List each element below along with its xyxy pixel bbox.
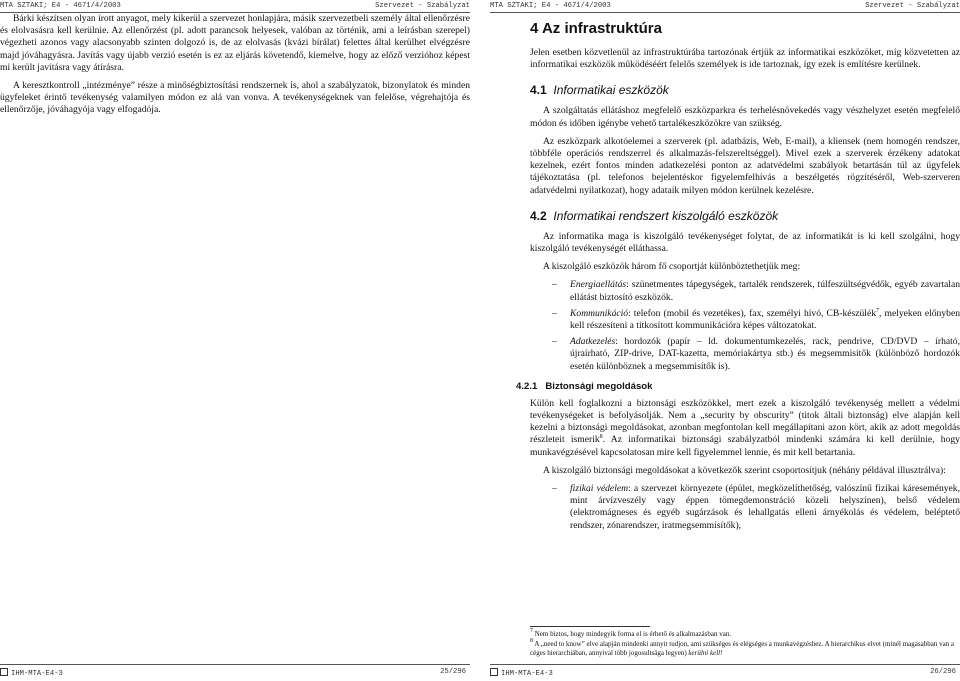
paragraph: Jelen esetben közvetlenül az infrastruktúrába tartozónak értjük az informatikai eszközöket, míg közvetetten az informatikai eszközök működéséért felelős személyek is ide tartoznak, így ezek is említésre kerülnek.	[530, 47, 960, 71]
running-header	[0, 2, 470, 13]
left-page	[0, 0, 470, 681]
list-item: – Adatkezelés: hordozók (papír – ld. dokumentumkezelés, rack, pendrive, CD/DVD – írható, újraírható, ZIP-drive, DAT-kazetta, memóriakártya stb.) és megsemmisítők (különböző hordozók esetén különböznek a megsemmisítők is).	[552, 336, 960, 372]
paragraph: A kiszolgáló eszközök három fő csoportját különböztethetjük meg:	[543, 261, 801, 273]
page-body	[516, 16, 960, 538]
subsection-heading	[516, 381, 960, 392]
security-list	[530, 483, 960, 532]
section-heading	[530, 83, 960, 97]
header-right: Szervezet - Szabályzat	[865, 2, 960, 10]
running-header	[490, 2, 960, 13]
footnote-ref[interactable]: 7	[876, 307, 880, 314]
footer-left: IHM-MTA-E4-3	[11, 670, 63, 678]
footer-left: IHM-MTA-E4-3	[501, 670, 553, 678]
chapter-title: 4 Az infrastruktúra	[530, 20, 662, 37]
page-footer	[490, 664, 960, 679]
dash-bullet-icon: –	[552, 483, 557, 495]
list-item: – Energiaellátás: szünetmentes tápegységek, tartalék rendszerek, túlfeszültségvédők, egyéb zavartalan ellátást biztosító eszközök.	[552, 279, 960, 303]
section-title: Informatikai eszközök	[553, 83, 669, 98]
page-body	[0, 13, 470, 123]
paragraph: A keresztkontroll „intézménye” része a minőségbiztosítási rendszernek is, ahol a szabályzatok, bizonylatok és minden ügyfeleket érintő tevékenység valamilyen módon ez alá van vonva. A tevékenységeknek van felelőse, végrehajtója és ellenőrzője, jóváhagyója vagy elfogadója.	[0, 80, 470, 116]
section-number: 4.2	[530, 208, 547, 223]
footer-box-icon	[490, 668, 498, 676]
device-group-list	[530, 279, 960, 372]
dash-bullet-icon: –	[552, 336, 557, 348]
header-left: MTA SZTAKI; E4 - 4671/4/2003	[490, 2, 611, 10]
right-page	[490, 0, 960, 681]
paragraph: Külön kell foglalkozni a biztonsági eszközökkel, mert ezek a kiszolgáló tevékenység mellett a védelmi tevékenységeket is befolyásolják. Nem a „security by obscurity” (titok általi biztonság) elve alapján kell kezelni a biztonsági megoldásokat, azonban megfontolan kell megállapítani azon kört, akik az adott megoldás részleteit ismerik$^8$. Az informatikai biztonsági szabályzatból mindenki számára ki kell derülnie, hogy munkavégzésével kapcsolatosan mire kell figyelemmel lennie, és mit kell betartania.	[530, 397, 960, 458]
paragraph: A szolgáltatás ellátáshoz megfelelő eszközparkra és terhelésnövekedés vagy vészhelyzet esetén megfelelő módon és időben igénybe vehető tartalékeszközökre van szükség.	[530, 105, 960, 129]
paragraph: Az eszközpark alkotóelemei a szerverek (pl. adatbázis, Web, E-mail), a kliensek (nem homogén rendszer, többféle operációs rendszerrel és alkalmazás-felszereltséggel). Mivel ezek a szerverek érzékeny adatokat kezelnek, ezért fontos minden adatkezelési ponton az adatvédelmi szabályok betartásán túl az ügyfelek tájékoztatása (pl. telefonos bejelentéskor figyelemfelhívás a beszélgetés rögzítéséről, Web-szerveren adatvédelmi nyilatkozat), hogy adataik milyen módon kerülnek kezelésre.	[530, 135, 960, 196]
subsection-number: 4.2.1	[516, 380, 538, 392]
section-heading	[530, 209, 960, 223]
footnote: $^7$ Nem biztos, hogy mindegyik forma el is érhető és alkalmazásban van.	[530, 628, 732, 638]
paragraph: A kiszolgáló biztonsági megoldásokat a következők szerint csoportosítjuk (néhány példával illusztrálva):	[543, 464, 946, 476]
dash-bullet-icon: –	[552, 307, 557, 319]
paragraph: Bárki készítsen olyan írott anyagot, mely kikerül a szervezet honlapjára, másik szervezetbeli személy által ellenőrzésre és elolvasásra kell kerülnie. Az ellenőrzést (pl. adott parancsok helyesek, valóban az történik, ami a leírásban szerepel) végezheti azonos vagy alacsonyabb szinten dolgozó is, de az elolvasás (kvázi bírálat) felettes által kerülhet elvégzésre majd jóváhagyásra. Javítás vagy újabb verzió esetén is ez az eljárás követendő, kiemelve, hogy az előző verzióhoz képest mi került javításra vagy átírásra.	[0, 13, 470, 73]
list-item: – Kommunikáció: telefon (mobil és vezetékes), fax, személyi hívó, CB-készülék$^7$, melyeken előnyben kell részesíteni a titkosított kommunikációra képes változatokat.	[552, 307, 960, 332]
footer-box-icon	[0, 668, 8, 676]
dash-bullet-icon: –	[552, 279, 557, 291]
subsection-title: Biztonsági megoldások	[545, 380, 653, 392]
paragraph: Az informatika maga is kiszolgáló tevékenységet folytat, de az informatikát is ki kell szolgálni, hogy kiszolgáló tevékenységét elláthassa.	[530, 230, 960, 255]
list-item: – fizikai védelem: a szervezet környezete (épület, megközelíthetőség, valószínű fizikai káresemények, mint árvízveszély vagy éppen tömegdemonstráció közeli helyszínen), belső védelem (elektromágneses és egyéb sugárzások és lehallgatás elleni árnyékolás és védelem, beléptető rendszer, zónarendszer, iratmegsemmisítők),	[552, 483, 960, 531]
header-left: MTA SZTAKI; E4 - 4671/4/2003	[0, 2, 121, 10]
page-number: 26/296	[930, 668, 956, 676]
section-title: Informatikai rendszert kiszolgáló eszközök	[553, 208, 779, 223]
page-number: 25/296	[440, 668, 466, 676]
footnote-ref[interactable]: 8	[599, 434, 603, 441]
section-number: 4.1	[530, 83, 547, 98]
header-right: Szervezet - Szabályzat	[375, 2, 470, 10]
footnote-rule	[530, 626, 650, 627]
footnote: $^8$ A „need to know” elve alapján mindenki annyit tudjon, ami szükséges és elégséges a munkavégzéshez. A hierarchikus elvet (minél magasabban van a céges hierarchiában, annyival több jogosultsága legyen) kerülni kell!	[530, 638, 955, 657]
page-footer	[0, 664, 470, 679]
